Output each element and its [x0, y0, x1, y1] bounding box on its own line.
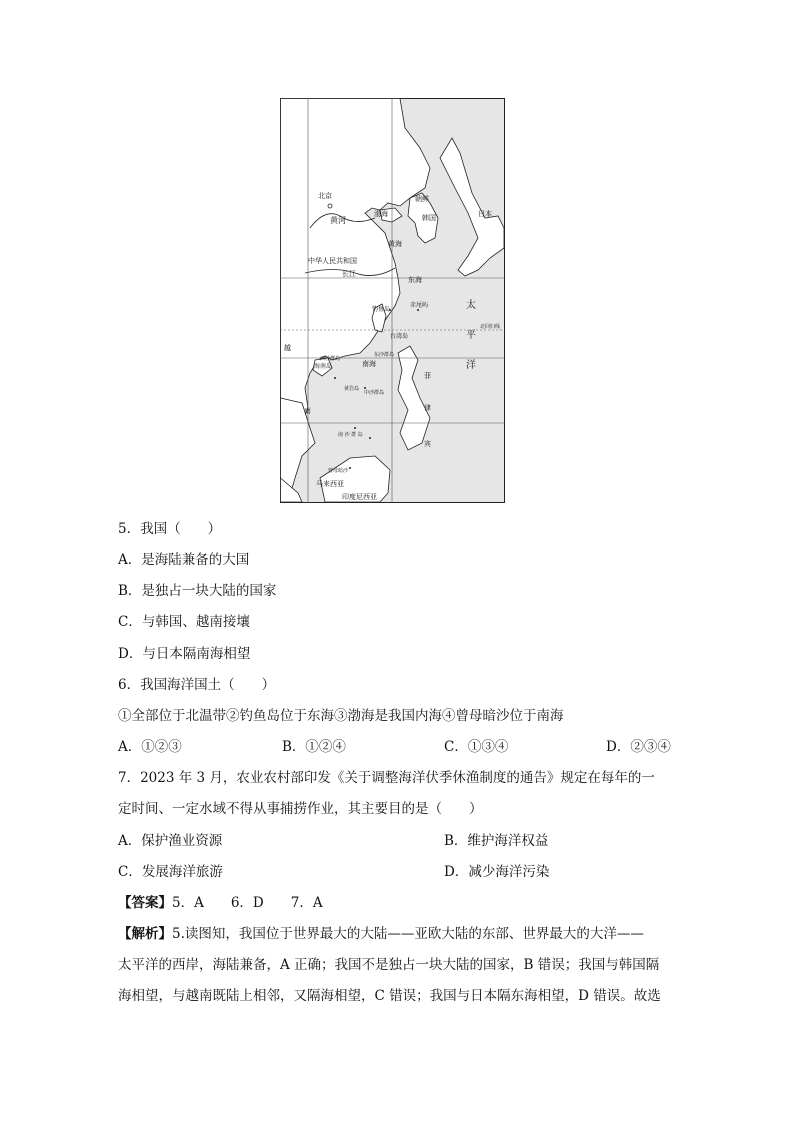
label-malaixiya: 马来西亚	[316, 480, 344, 488]
label-hainandao: 海南岛	[314, 363, 333, 370]
q6-option-d: D．②③④	[606, 739, 671, 755]
label-bin: 宾	[424, 440, 431, 448]
label-huangyan: 黄岩岛	[344, 386, 360, 392]
q5-stem: 5．我国（ ）	[118, 521, 222, 537]
label-tropic: 北回归线	[480, 324, 501, 330]
label-zhongsha: 中沙群岛	[364, 390, 385, 396]
label-hanguo: 韩国	[422, 214, 436, 222]
label-chiweiyu: 赤尾屿	[410, 302, 429, 309]
chiweiyu-marker	[417, 309, 419, 311]
label-chaoxian: 朝鲜	[415, 195, 429, 203]
label-diaoyudao: 钓鱼岛	[372, 306, 391, 313]
analysis-text-1: 5.读图知，我国位于世界最大的大陆——亚欧大陆的东部、世界最大的大洋——	[172, 926, 644, 942]
label-dongsha: 东沙群岛	[374, 352, 395, 358]
label-lv: 律	[424, 404, 431, 412]
label-prc: 中华人民共和国	[308, 257, 357, 265]
q7-option-a: A．保护渔业资源	[118, 833, 223, 849]
label-zengmu: 曾母暗沙	[328, 468, 349, 474]
label-fei: 菲	[424, 372, 431, 380]
answer-line	[118, 894, 323, 912]
label-nan: 南	[304, 407, 311, 415]
answer-tag: 【答案】	[118, 895, 172, 911]
label-taiwandao: 台湾岛	[390, 333, 409, 340]
q7-option-d: D．减少海洋污染	[444, 864, 550, 880]
analysis-tag: 【解析】	[118, 926, 172, 942]
nansha-marker	[369, 437, 371, 439]
q7-stem-line1: 7．2023 年 3 月，农业农村部印发《关于调整海洋伏季休渔制度的通告》规定在每年的一	[118, 770, 655, 786]
analysis-line2: 太平洋的西岸，海陆兼备，A 正确；我国不是独占一块大陆的国家，B 错误；我国与韩国隔	[118, 957, 660, 973]
zhongsha-marker	[364, 387, 366, 389]
q5-option-b: B．是独占一块大陆的国家	[118, 583, 277, 599]
q6-option-b: B．①②④	[282, 739, 346, 755]
label-tai: 太	[466, 300, 476, 311]
answer-text: 5．A 6．D 7．A	[172, 895, 323, 911]
q6-stem: 6．我国海洋国土（ ）	[118, 677, 276, 693]
zengmu-marker	[349, 467, 351, 469]
q5-option-c: C．与韩国、越南接壤	[118, 614, 250, 630]
label-ping: 平	[466, 330, 476, 341]
label-nanhai: 南海	[362, 360, 376, 368]
analysis-line3: 海相望，与越南既陆上相邻，又隔海相望，C 错误；我国与日本隔东海相望，D 错误。故选	[118, 988, 661, 1004]
xisha-marker	[334, 377, 336, 379]
east-asia-map	[280, 98, 505, 503]
label-bohai: 渤海	[374, 210, 388, 218]
label-yang: 洋	[466, 360, 476, 371]
q7-option-b: B．维护海洋权益	[444, 833, 549, 849]
label-beijing: 北京	[318, 192, 332, 200]
q7-option-c: C．发展海洋旅游	[118, 864, 223, 880]
label-yue: 越	[284, 344, 291, 352]
analysis-line1	[118, 925, 644, 943]
label-yindunixiya: 印度尼西亚	[342, 493, 377, 501]
label-xisha: 西沙群岛	[320, 356, 341, 362]
label-changjiang: 长江	[342, 270, 356, 278]
map-figure	[280, 98, 505, 503]
q5-option-d: D．与日本隔南海相望	[118, 646, 251, 662]
label-huanghai: 黄海	[388, 240, 402, 248]
label-donghai: 东海	[408, 276, 422, 284]
label-nansha: 南 沙 群 岛	[338, 432, 363, 438]
q6-statements: ①全部位于北温带②钓鱼岛位于东海③渤海是我国内海④曾母暗沙位于南海	[118, 708, 564, 724]
label-huanghe: 黄河	[330, 216, 346, 225]
q6-option-c: C．①③④	[444, 739, 509, 755]
label-riben: 日本	[478, 210, 492, 218]
q5-option-a: A．是海陆兼备的大国	[118, 552, 250, 568]
nansha-marker	[354, 427, 356, 429]
q6-option-a: A．①②③	[118, 739, 182, 755]
q7-stem-line2: 定时间、一定水域不得从事捕捞作业，其主要目的是（ ）	[118, 801, 483, 817]
